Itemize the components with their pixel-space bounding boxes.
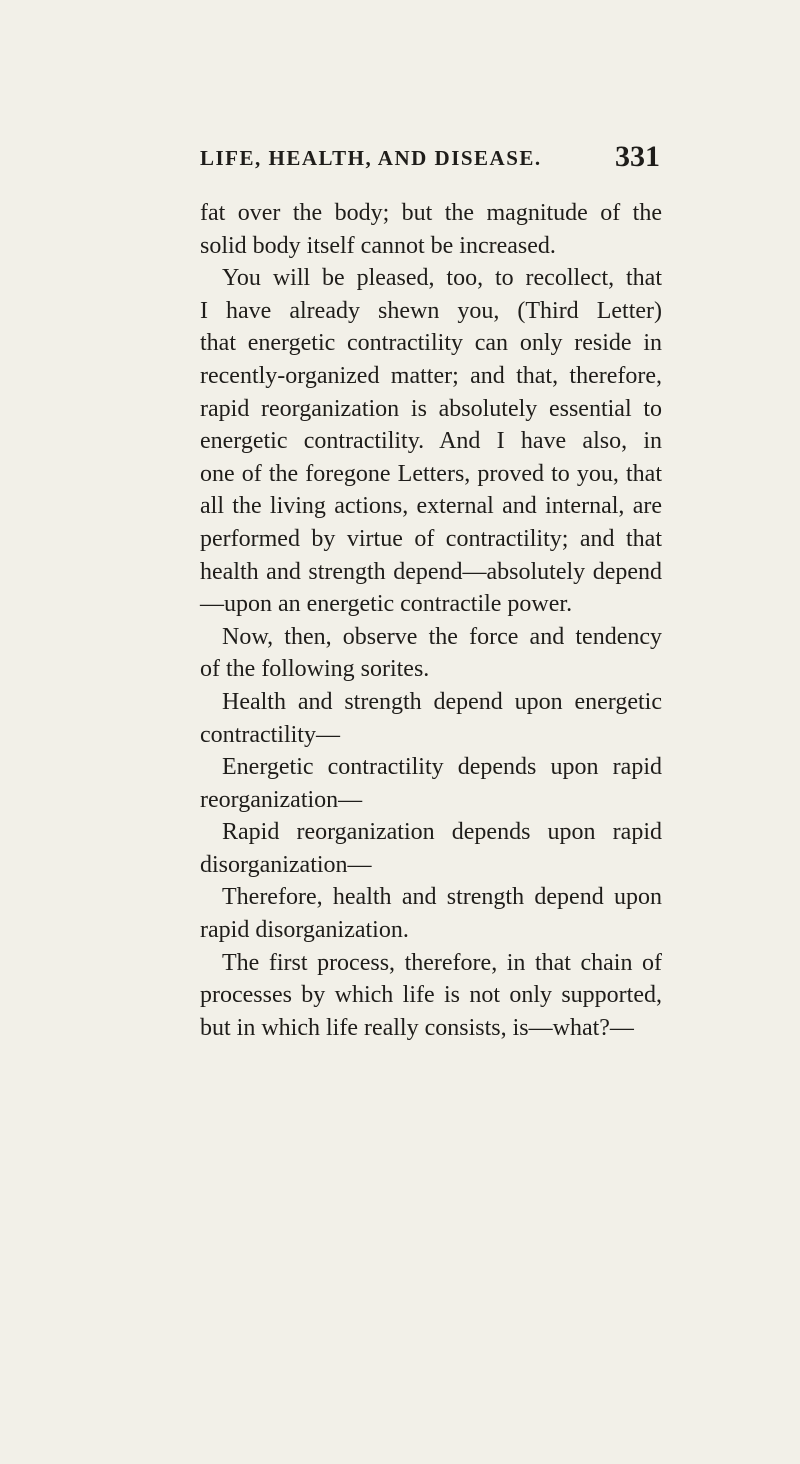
running-head (200, 140, 660, 180)
text-line: one of the foregone Letters, proved to you, that (200, 460, 662, 487)
text-line: health and strength depend—absolutely depend (200, 558, 662, 585)
text-line: Rapid reorganization depends upon rapid (222, 819, 662, 846)
text-line: energetic contractility. And I have also, in (200, 428, 662, 455)
text-line: reorganization— (200, 786, 363, 813)
text-line: fat over the body; but the magnitude of the (200, 200, 662, 226)
text-line: Therefore, health and strength depend upon (222, 884, 662, 911)
text-line: rapid disorganization. (200, 917, 409, 944)
text-line: but in which life really consists, is—what?— (200, 1014, 634, 1041)
text-line: —upon an energetic contractile power. (200, 591, 573, 618)
page-number: 331 (615, 140, 660, 173)
text-line: contractility— (200, 721, 340, 748)
text-line: The first process, therefore, in that chain of (222, 949, 662, 976)
text-line: recently-organized matter; and that, therefore, (200, 362, 662, 389)
text-line: I have already shewn you, (Third Letter) (200, 297, 662, 324)
body-text (200, 197, 662, 1044)
text-line: disorganization— (200, 851, 372, 878)
text-line: rapid reorganization is absolutely essential to (200, 395, 662, 422)
text-line: of the following sorites. (200, 656, 430, 683)
text-line: Health and strength depend upon energetic (222, 688, 662, 715)
text-line: processes by which life is not only supported, (200, 982, 662, 1009)
text-line: Now, then, observe the force and tendency (222, 623, 662, 650)
text-line: performed by virtue of contractility; and that (200, 525, 662, 552)
text-line: that energetic contractility can only reside in (200, 330, 662, 357)
text-line: solid body itself cannot be increased. (200, 232, 556, 259)
text-line: You will be pleased, too, to recollect, that (222, 265, 662, 292)
text-line: all the living actions, external and internal, are (200, 493, 662, 520)
running-title: LIFE, HEALTH, AND DISEASE. (200, 146, 542, 170)
text-line: Energetic contractility depends upon rapid (222, 754, 662, 781)
